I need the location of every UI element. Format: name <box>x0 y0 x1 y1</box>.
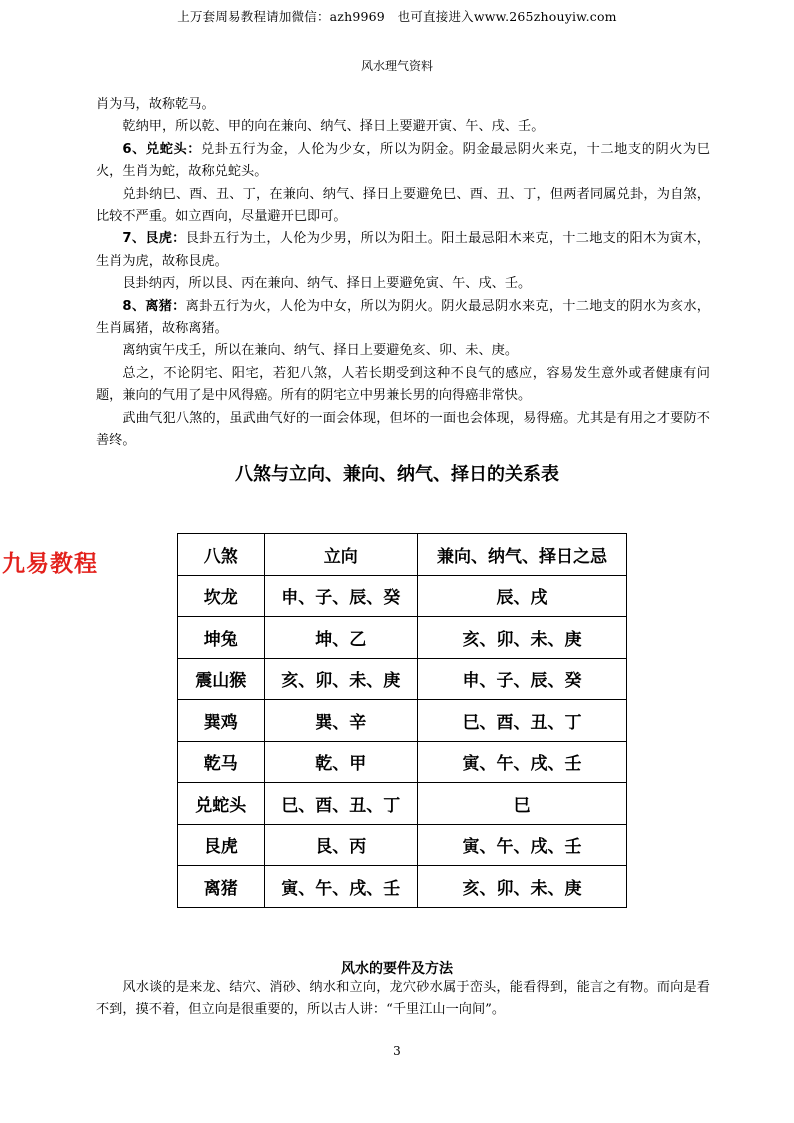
table-row <box>178 824 627 866</box>
paragraph <box>96 408 710 453</box>
table-cell: 亥、卯、未、庚 <box>417 617 626 659</box>
table-cell: 亥、卯、未、庚 <box>417 866 626 908</box>
page-header: 风水理气资料 <box>360 59 433 73</box>
paragraph-text: 肖为马，故称乾马。 <box>96 97 215 112</box>
table-cell: 寅、午、戌、壬 <box>417 741 626 783</box>
table-cell: 艮、丙 <box>264 824 417 866</box>
paragraph-label: 7、艮虎： <box>122 231 186 247</box>
body-text <box>96 94 710 453</box>
table-cell: 震山猴 <box>178 658 265 700</box>
table-cell: 乾、甲 <box>264 741 417 783</box>
table-cell: 坤、乙 <box>264 617 417 659</box>
paragraph-text: 兑卦纳巳、酉、丑、丁，在兼向、纳气、择日上要避免巳、酉、丑、丁，但两者同属兑卦，为自煞，比较不严重。如立酉向，尽量避开巳即可。 <box>96 186 710 225</box>
table-row <box>178 617 627 659</box>
paragraph-text: 总之，不论阴宅、阳宅，若犯八煞，人若长期受到这种不良气的感应，容易发生意外或者健康有问题，兼向的气用了是中风得癌。所有的阴宅立中男兼长男的向得癌非常快。 <box>96 365 710 404</box>
table-title: 八煞与立向、兼向、纳气、择日的关系表 <box>235 464 559 485</box>
table-cell: 寅、午、戌、壬 <box>264 866 417 908</box>
paragraph <box>96 94 710 116</box>
table-cell: 辰、戌 <box>417 575 626 617</box>
table-row <box>178 741 627 783</box>
table-row <box>178 783 627 825</box>
table-row <box>178 700 627 742</box>
paragraph <box>96 363 710 408</box>
section-title: 风水的要件及方法 <box>341 961 453 977</box>
header-cell: 兼向、纳气、择日之忌 <box>417 534 626 576</box>
table-cell: 兑蛇头 <box>178 783 265 825</box>
paragraph-text: 离卦五行为火，人伦为中女，所以为阴火。阴火最忌阴水来克，十二地支的阴水为亥水，生肖属猪，故称离猪。 <box>96 298 710 337</box>
table-cell: 巳、酉、丑、丁 <box>264 783 417 825</box>
paragraph-label: 8、离猪： <box>122 298 186 314</box>
table-cell: 申、子、辰、癸 <box>264 575 417 617</box>
paragraph-text: 离纳寅午戌壬，所以在兼向、纳气、择日上要避免亥、卯、未、庚。 <box>122 343 519 359</box>
paragraph-text: 武曲气犯八煞的，虽武曲气好的一面会体现，但坏的一面也会体现，易得癌。尤其是有用之才要防不善终。 <box>96 410 710 449</box>
table-cell: 离猪 <box>178 866 265 908</box>
watermark-text: 九易教程 <box>2 551 98 577</box>
header-cell: 八煞 <box>178 534 265 576</box>
top-banner: 上万套周易教程请加微信：azh9969 也可直接进入www.265zhouyiw.com <box>177 9 617 24</box>
paragraph-text: 乾纳甲，所以乾、甲的向在兼向、纳气、择日上要避开寅、午、戌、壬。 <box>122 119 545 135</box>
paragraph-label: 6、兑蛇头： <box>122 141 202 157</box>
section-text <box>96 977 710 1022</box>
paragraph <box>96 340 710 362</box>
paragraph-text: 艮卦纳丙，所以艮、丙在兼向、纳气、择日上要避免寅、午、戌、壬。 <box>122 276 532 292</box>
paragraph <box>96 228 710 273</box>
table-cell: 巽、辛 <box>264 700 417 742</box>
table-cell: 艮虎 <box>178 824 265 866</box>
paragraph <box>96 139 710 184</box>
table-cell: 坤兔 <box>178 617 265 659</box>
table-row <box>178 866 627 908</box>
paragraph <box>96 273 710 295</box>
page-number: 3 <box>393 1044 401 1058</box>
paragraph <box>96 296 710 341</box>
paragraph: 风水谈的是来龙、结穴、消砂、纳水和立向，龙穴砂水属于峦头，能看得到，能言之有物。而向是看不到，摸不着，但立向是很重要的，所以古人讲：“千里江山一向间”。 <box>96 980 710 1018</box>
table-row <box>178 658 627 700</box>
table-cell: 巽鸡 <box>178 700 265 742</box>
header-cell: 立向 <box>264 534 417 576</box>
table-cell: 亥、卯、未、庚 <box>264 658 417 700</box>
paragraph <box>96 184 710 229</box>
table-cell: 坎龙 <box>178 575 265 617</box>
relationship-table <box>177 533 627 908</box>
table-cell: 巳、酉、丑、丁 <box>417 700 626 742</box>
table-cell: 巳 <box>417 783 626 825</box>
table-cell: 寅、午、戌、壬 <box>417 824 626 866</box>
table-cell: 乾马 <box>178 741 265 783</box>
table-cell: 申、子、辰、癸 <box>417 658 626 700</box>
paragraph-text: 兑卦五行为金，人伦为少女，所以为阴金。阴金最忌阴火来克，十二地支的阴火为巳火，生肖为蛇，故称兑蛇头。 <box>96 141 710 180</box>
paragraph-text: 艮卦五行为土，人伦为少男，所以为阳土。阳土最忌阳木来克，十二地支的阳木为寅木，生肖为虎，故称艮虎。 <box>96 231 710 269</box>
table-row <box>178 575 627 617</box>
table-header-row <box>178 534 627 576</box>
paragraph <box>96 116 710 138</box>
